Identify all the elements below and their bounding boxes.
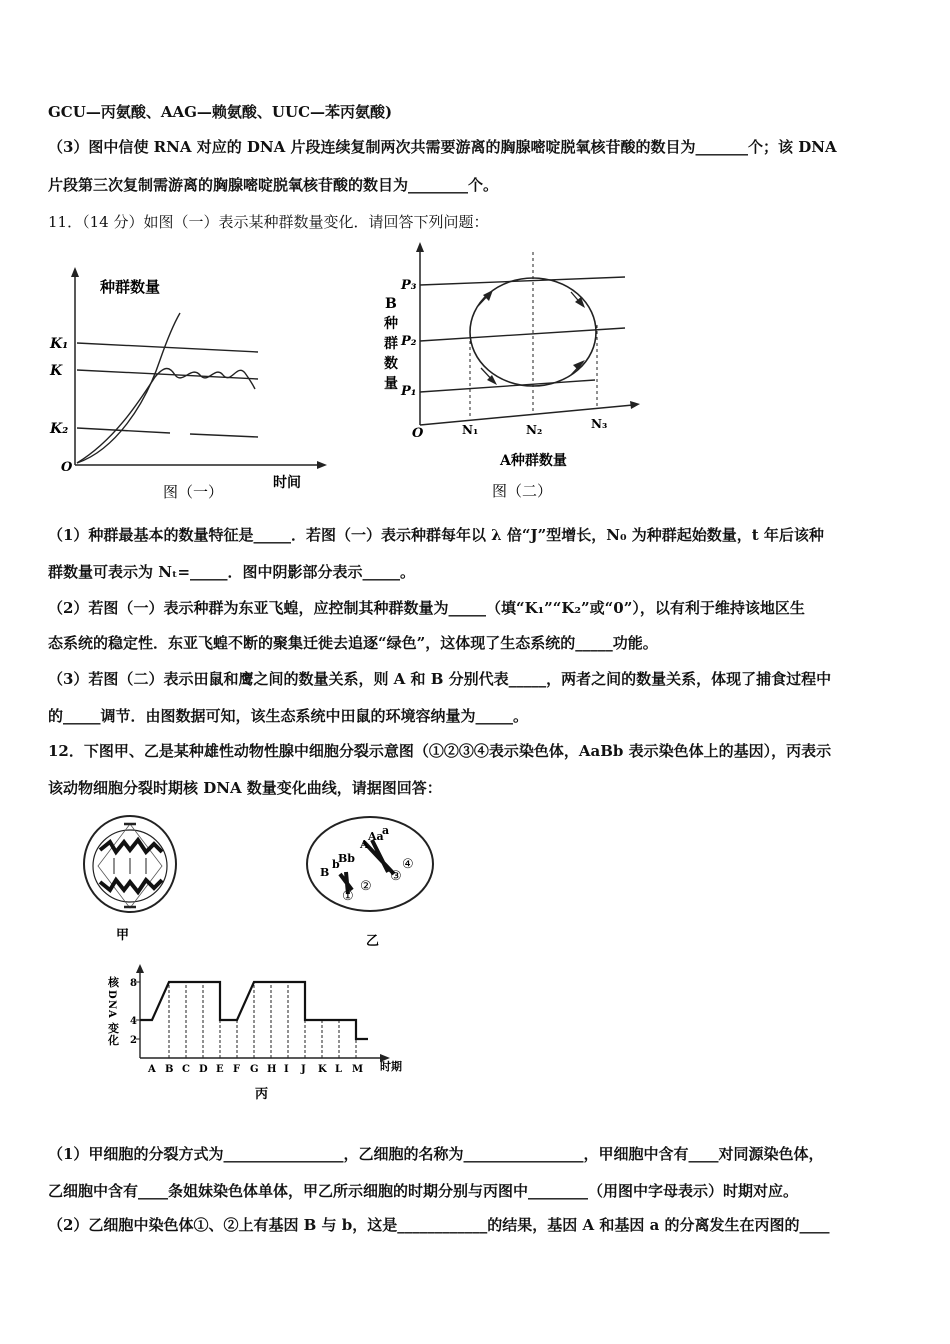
q10-part3-line1: （3）图中信使 RNA 对应的 DNA 片段连续复制两次共需要游离的胸腺嘧啶脱氧核苷酸的数目为_______个；该 DNA (48, 138, 837, 156)
bing-xtick-E: E (216, 1064, 224, 1075)
jia-chromosomes-bottom (100, 880, 162, 892)
fig1-caption: 图（一） (163, 483, 224, 501)
figure-2-predator-prey-graph (375, 240, 650, 505)
fig2-p2-line (420, 328, 625, 341)
fig2-origin: O (412, 426, 424, 441)
q11-part3-line1: （3）若图（二）表示田鼠和鹰之间的数量关系，则 A 和 B 分别代表_____，两者之间的数量关系，体现了捕食过程中 (48, 670, 832, 688)
bing-xtick-F: F (233, 1064, 241, 1075)
bing-ylabel-5: 变 (108, 1022, 119, 1035)
q12-stem-line1: 12．下图甲、乙是某种雄性动物性腺中细胞分裂示意图（①②③④表示染色体，AaBb 表示染色体上的基因），丙表示 (48, 742, 832, 760)
fig1-k1-label: K₁ (50, 336, 69, 352)
bing-caption: 丙 (255, 1087, 269, 1102)
cell-jia-diagram (78, 812, 188, 947)
q11-part2-line2: 态系统的稳定性．东亚飞蝗不断的聚集迁徙去追逐“绿色”，这体现了生态系统的_____功能。 (48, 634, 658, 652)
bing-ylabel-4: A (106, 1010, 117, 1018)
fig2-ylabel-5: 量 (384, 376, 398, 392)
bing-ytick-2: 2 (130, 1035, 137, 1046)
bing-ylabel-2: D (106, 990, 117, 999)
bing-xtick-M: M (352, 1064, 364, 1075)
fig2-ylabel-3: 群 (384, 336, 398, 352)
bing-xtick-K: K (318, 1064, 327, 1075)
cell-yi-diagram (302, 812, 442, 952)
fig1-k2-label: K₂ (50, 421, 69, 437)
bing-xtick-C: C (182, 1064, 190, 1075)
bing-xtick-D: D (199, 1064, 208, 1075)
bing-xtick-G: G (250, 1064, 259, 1075)
fig2-n3-label: N₃ (591, 417, 608, 431)
fig2-ylabel-4: 数 (384, 356, 398, 372)
fig1-k-line (77, 370, 258, 379)
fig1-j-curve (77, 313, 180, 463)
yi-chrom-1: ① (342, 889, 354, 904)
fig2-x-arrow (630, 401, 640, 409)
cell-jia-label: 甲 (116, 928, 130, 943)
fig2-ylabel-1: B (385, 296, 397, 312)
fig2-xlabel: A种群数量 (500, 453, 567, 469)
q11-stem: 11．（14 分）如图（一）表示某种群数量变化．请回答下列问题： (48, 213, 489, 231)
figure-1-population-graph (45, 265, 335, 505)
yi-chrom-3: ③ (390, 869, 402, 884)
fig2-p3-label: P₃ (401, 278, 417, 293)
bing-ylabel-6: 化 (108, 1034, 119, 1047)
q11-part1-line1: （1）种群最基本的数量特征是_____．若图（一）表示种群每年以 λ 倍“J”型增长，N₀ 为种群起始数量，t 年后该种 (48, 526, 824, 544)
q12-stem-line2: 该动物细胞分裂时期核 DNA 数量变化曲线，请据图回答： (48, 779, 442, 797)
fig2-caption: 图（二） (492, 482, 553, 500)
q12-part2-line1: （2）乙细胞中染色体①、②上有基因 B 与 b，这是____________的结果，基因 A 和基因 a 的分离发生在丙图的____ (48, 1216, 830, 1234)
jia-chromosomes-top (100, 840, 162, 852)
bing-ytick-8: 8 (130, 978, 137, 989)
bing-xtick-I: I (284, 1064, 289, 1075)
fig2-n2-label: N₂ (526, 423, 543, 437)
fig2-n1-label: N₁ (462, 423, 479, 437)
fig1-ylabel: 种群数量 (100, 278, 161, 296)
yi-chrom-4: ④ (402, 857, 414, 872)
fig2-p1-label: P₁ (401, 384, 417, 399)
q11-part2-line1: （2）若图（一）表示种群为东亚飞蝗，应控制其种群数量为_____（填“K₁”“K₂”或“0”），以有利于维持该地区生 (48, 599, 805, 617)
fig1-y-arrow (71, 267, 79, 277)
fig2-p2-label: P₂ (401, 334, 417, 349)
q12-part1-line2: 乙细胞中含有____条姐妹染色体单体，甲乙所示细胞的时期分别与丙图中________（用图中字母表示）时期对应。 (48, 1182, 799, 1200)
yi-gene-A: A (360, 838, 369, 851)
bing-xtick-L: L (335, 1064, 343, 1075)
fig1-k-label: K (50, 363, 63, 379)
yi-gene-B: B (320, 866, 330, 879)
fig1-x-arrow (317, 461, 327, 469)
bing-xlabel: 时期 (380, 1060, 402, 1073)
bing-xtick-H: H (267, 1064, 277, 1075)
q10-codon-line: GCU—丙氨酸、AAG—赖氨酸、UUC—苯丙氨酸) (48, 103, 393, 121)
fig2-y-arrow (416, 242, 424, 252)
bing-xtick-A: A (148, 1064, 156, 1075)
yi-gene-Bb: Bb (338, 852, 355, 865)
yi-gene-Aa: Aa (368, 830, 384, 843)
yi-chrom-2: ② (360, 879, 372, 894)
q11-part3-line2: 的_____调节．由图数据可知，该生态系统中田鼠的环境容纳量为_____。 (48, 707, 529, 725)
cell-yi-label: 乙 (366, 934, 380, 949)
fig1-k2-line-b (190, 434, 258, 437)
q11-part1-line2: 群数量可表示为 Nₜ=_____．图中阴影部分表示_____。 (48, 563, 416, 581)
q12-part1-line1: （1）甲细胞的分裂方式为________________，乙细胞的名称为________________，甲细胞中含有____对同源染色体， (48, 1145, 824, 1163)
fig1-k1-line (77, 343, 258, 352)
q10-part3-line2: 片段第三次复制需游离的胸腺嘧啶脱氧核苷酸的数目为________个。 (48, 176, 499, 194)
yi-gene-b: b (332, 858, 340, 871)
chart-bing-dna-curve (100, 962, 420, 1102)
bing-xtick-J: J (301, 1064, 306, 1075)
fig2-ylabel-2: 种 (384, 316, 398, 332)
bing-ylabel-1: 核 (108, 976, 119, 989)
fig1-origin: O (61, 460, 73, 475)
bing-ytick-4: 4 (130, 1016, 137, 1027)
bing-xtick-B: B (165, 1064, 174, 1075)
fig1-xlabel: 时间 (273, 475, 301, 491)
yi-gene-a: a (382, 824, 390, 837)
bing-ylabel-3: N (106, 1000, 117, 1010)
